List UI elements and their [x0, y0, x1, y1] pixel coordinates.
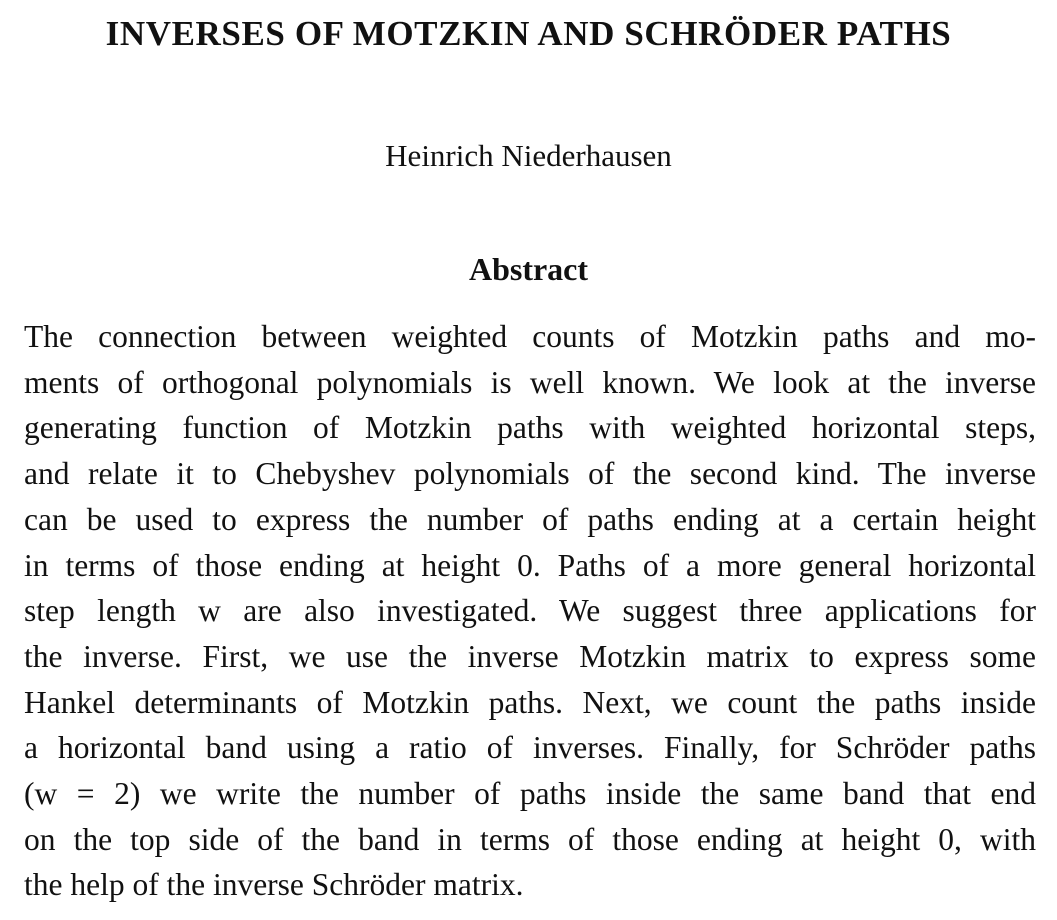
- abstract-line: step length w are also investigated. We suggest three applications for: [24, 593, 1036, 629]
- paper-title: INVERSES OF MOTZKIN AND SCHRÖDER PATHS: [105, 14, 952, 53]
- abstract-line: the help of the inverse Schröder matrix.: [24, 867, 524, 903]
- abstract-line: The connection between weighted counts of Motzkin paths and mo-: [24, 319, 1036, 354]
- abstract-line: on the top side of the band in terms of those ending at height 0, with: [24, 821, 1036, 857]
- abstract-heading: Abstract: [468, 251, 589, 287]
- abstract-line: ments of orthogonal polynomials is well known. We look at the inverse: [24, 364, 1036, 400]
- abstract-line: (w = 2) we write the number of paths inside the same band that end: [24, 776, 1036, 812]
- abstract-line: generating function of Motzkin paths with weighted horizontal steps,: [24, 410, 1036, 446]
- abstract-body: [24, 314, 1036, 908]
- abstract-line: a horizontal band using a ratio of inverses. Finally, for Schröder paths: [24, 730, 1036, 766]
- abstract-line: Hankel determinants of Motzkin paths. Next, we count the paths inside: [24, 684, 1036, 720]
- abstract-line: the inverse. First, we use the inverse Motzkin matrix to express some: [24, 638, 1036, 674]
- abstract-line: and relate it to Chebyshev polynomials of the second kind. The inverse: [24, 456, 1036, 492]
- abstract-line: can be used to express the number of paths ending at a certain height: [24, 501, 1036, 537]
- abstract-line: in terms of those ending at height 0. Paths of a more general horizontal: [24, 547, 1036, 583]
- author-name: Heinrich Niederhausen: [385, 138, 672, 173]
